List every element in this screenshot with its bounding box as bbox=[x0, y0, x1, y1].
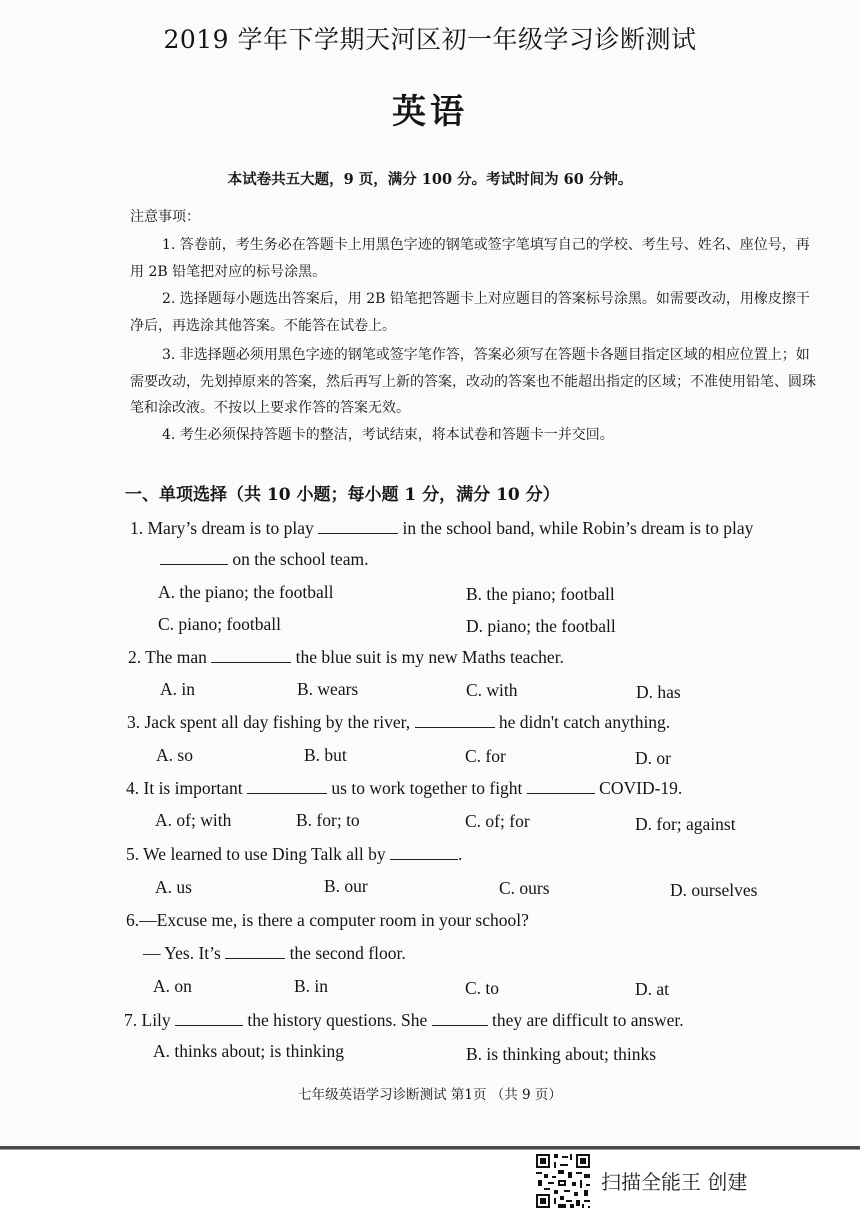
option: A. of; with bbox=[155, 810, 232, 830]
notice-item: 4. 考生必须保持答题卡的整洁，考试结束，将本试卷和答题卡一并交回。 bbox=[162, 427, 614, 443]
stem-text: us to work together to fight bbox=[327, 778, 527, 798]
option: C. for bbox=[465, 746, 506, 766]
stem-text: 2. The man bbox=[128, 647, 212, 667]
stem-text: 7. Lily bbox=[124, 1010, 176, 1030]
stem-text: — Yes. It’s bbox=[143, 943, 226, 963]
option: C. ours bbox=[499, 878, 550, 898]
stem-text: the second floor. bbox=[285, 943, 406, 963]
option: B. the piano; football bbox=[466, 584, 615, 604]
option: B. our bbox=[324, 876, 368, 896]
stem-text: 1. Mary’s dream is to play bbox=[130, 518, 319, 538]
stem-text: the history questions. She bbox=[243, 1010, 432, 1030]
notice-item: 2. 选择题每小题选出答案后，用 2B 铅笔把答题卡上对应题目的答案标号涂黑。如需要改动，用橡皮擦干净后，再选涂其他答案。不能答在试卷上。 bbox=[130, 291, 810, 334]
question-5-stem bbox=[126, 844, 462, 865]
question-1-stem bbox=[130, 518, 753, 539]
option: B. for; to bbox=[296, 810, 360, 830]
option: A. so bbox=[156, 745, 193, 765]
qr-code-icon bbox=[534, 1152, 592, 1210]
stem-text: they are difficult to answer. bbox=[487, 1010, 684, 1030]
question-3-stem bbox=[127, 712, 670, 733]
notice-item: 3. 非选择题必须用黑色字迹的钢笔或签字笔作答，答案必须写在答题卡各题目指定区域的相应位置上；如需要改动，先划掉原来的答案，然后再写上新的答案，改动的答案也不能超出指定的区域；不准使用铅笔、圆珠笔和涂改液。不按以上要求作答的答案无效。 bbox=[130, 347, 816, 416]
page-footer: 七年级英语学习诊断测试 第1页 （共 9 页） bbox=[298, 1087, 562, 1103]
option: C. piano; football bbox=[158, 614, 281, 634]
answer-blank bbox=[175, 1011, 243, 1026]
option: B. but bbox=[304, 745, 347, 765]
scan-edge-divider bbox=[0, 1149, 860, 1150]
stem-text: he didn't catch anything. bbox=[494, 712, 671, 732]
notice-item: 1. 答卷前，考生务必在答题卡上用黑色字迹的钢笔或签字笔填写自己的学校、考生号、姓名、座位号，再用 2B 铅笔把对应的标号涂黑。 bbox=[130, 237, 810, 280]
stem-text: on the school team. bbox=[228, 549, 369, 569]
stem-text: 5. We learned to use Ding Talk all by bbox=[126, 844, 391, 864]
subject-heading: 英语 bbox=[392, 92, 468, 132]
section-heading: 一、单项选择（共 10 小题；每小题 1 分，满分 10 分） bbox=[125, 485, 560, 505]
answer-blank bbox=[432, 1011, 488, 1026]
option: D. has bbox=[636, 682, 681, 702]
option: B. wears bbox=[297, 679, 359, 699]
option: C. to bbox=[465, 978, 500, 998]
option: C. of; for bbox=[465, 811, 530, 831]
stem-text: 4. It is important bbox=[126, 778, 248, 798]
answer-blank bbox=[211, 648, 291, 663]
option: D. for; against bbox=[635, 814, 736, 834]
question-4-stem bbox=[126, 778, 682, 799]
option: D. piano; the football bbox=[466, 616, 616, 636]
question-6-reply bbox=[143, 943, 406, 964]
option: A. on bbox=[153, 976, 192, 996]
option: B. in bbox=[294, 976, 329, 996]
question-7-stem bbox=[124, 1010, 684, 1031]
option: A. thinks about; is thinking bbox=[153, 1041, 345, 1061]
option: C. with bbox=[466, 680, 518, 700]
exam-intro: 本试卷共五大题，9 页，满分 100 分。考试时间为 60 分钟。 bbox=[227, 171, 633, 188]
option: B. is thinking about; thinks bbox=[466, 1044, 657, 1064]
answer-blank bbox=[225, 944, 285, 959]
option: D. ourselves bbox=[670, 880, 758, 900]
question-2-stem bbox=[128, 647, 564, 668]
stem-text: 3. Jack spent all day fishing by the river, bbox=[127, 712, 415, 732]
option: D. at bbox=[635, 979, 670, 999]
option: A. in bbox=[160, 679, 195, 699]
stem-text: COVID-19. bbox=[594, 778, 683, 798]
answer-blank bbox=[160, 550, 228, 565]
answer-blank bbox=[527, 779, 595, 794]
notice-heading: 注意事项： bbox=[130, 209, 200, 225]
question-6-stem: 6.—Excuse me, is there a computer room in your school? bbox=[126, 910, 529, 930]
stem-text: the blue suit is my new Maths teacher. bbox=[291, 647, 564, 667]
option: A. the piano; the football bbox=[158, 582, 334, 602]
question-1-stem-line2 bbox=[160, 549, 368, 570]
answer-blank bbox=[415, 713, 495, 728]
answer-blank bbox=[318, 519, 398, 534]
exam-title: 2019 学年下学期天河区初一年级学习诊断测试 bbox=[163, 25, 697, 54]
option: A. us bbox=[155, 877, 192, 897]
option: D. or bbox=[635, 748, 671, 768]
answer-blank bbox=[247, 779, 327, 794]
answer-blank bbox=[390, 845, 458, 860]
stem-text: in the school band, while Robin’s dream is to play bbox=[398, 518, 754, 538]
stem-text: . bbox=[458, 844, 463, 864]
scanner-watermark: 扫描全能王 创建 bbox=[601, 1170, 748, 1194]
